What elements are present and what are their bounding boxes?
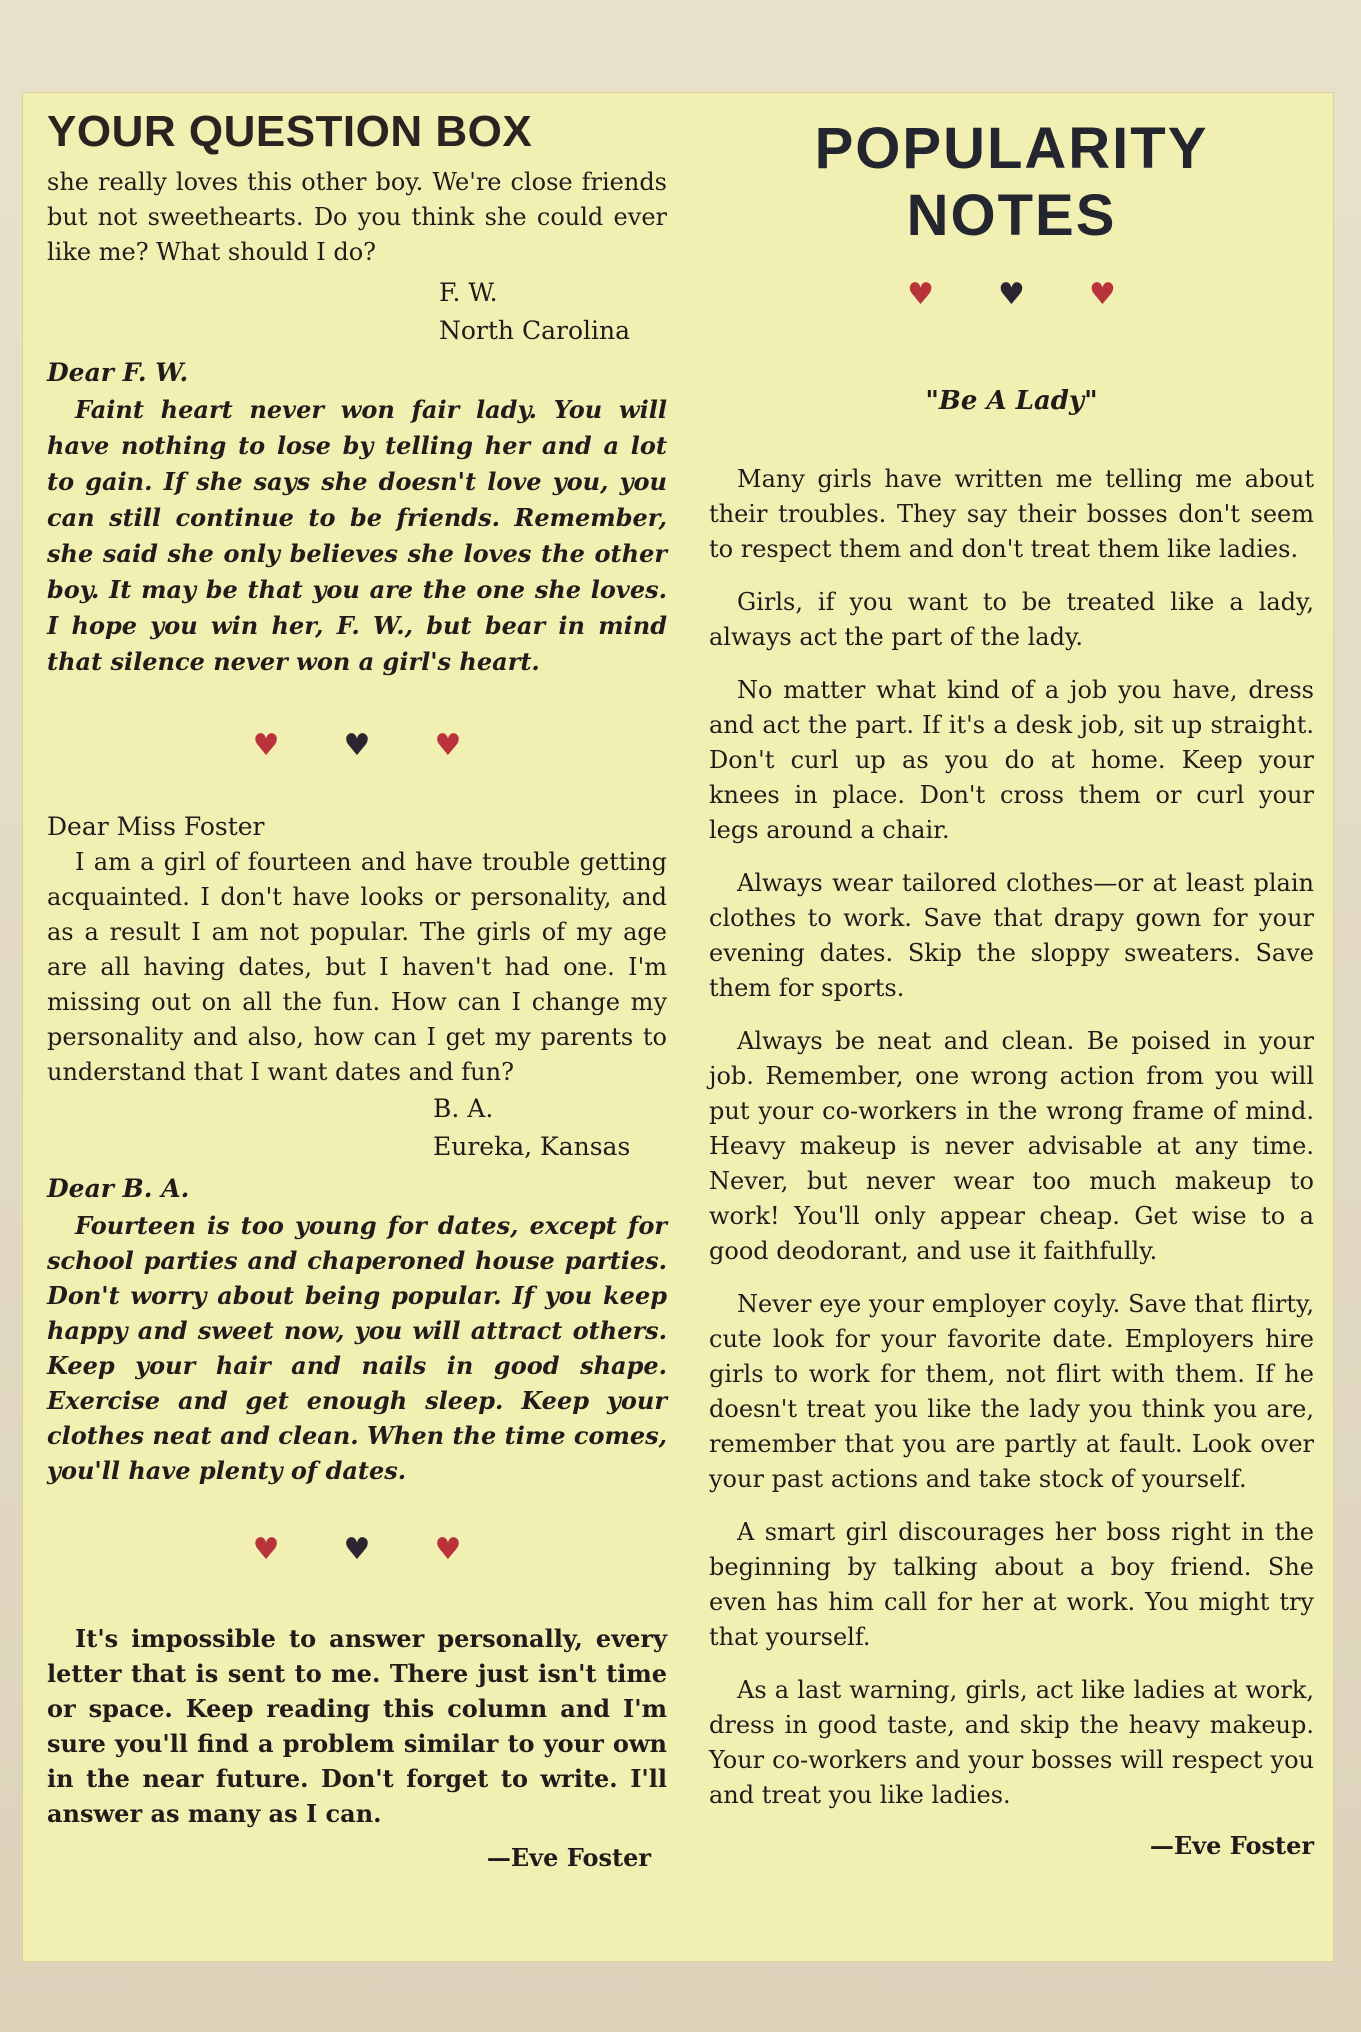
article-paragraph: No matter what kind of a job you have, dress and act the part. If it's a desk job, sit up straight. Don't curl up as you do at home. Keep your knees in place. Don't cross them or curl your legs around a chair. [709, 676, 1314, 844]
heart-icon: ♥ [434, 1532, 526, 1567]
heart-icon: ♥ [998, 277, 1089, 312]
article-paragraph: Many girls have written me telling me about their troubles. They say their bosses don't seem to respect them and don't treat them like ladies. [709, 465, 1314, 563]
popularity-notes-header: POPULARITY NOTES [814, 116, 1209, 248]
heart-icon: ♥ [434, 728, 526, 763]
letter2-body: I am a girl of fourteen and have trouble getting acquainted. I don't have looks or personality, and as a result I am not popular. The girls of my age are all having dates, but I haven't had one. I'm missing out on all the fun. How can I change my personality and also, how can I get my parents to understand that I want dates and fun? [47, 848, 667, 1086]
article-paragraph: Girls, if you want to be treated like a lady, always act the part of the lady. [709, 588, 1314, 651]
letter2-location: Eureka, Kansas [433, 1132, 631, 1161]
left-signature: —Eve Foster [486, 1843, 651, 1872]
question-box-header: YOUR QUESTION BOX [47, 107, 533, 156]
reply1-salutation: Dear F. W. [47, 358, 189, 387]
article-paragraph: A smart girl discourages her boss right in the beginning by talking about a boy friend. She even has him call for her at work. You might try that yourself. [709, 1518, 1314, 1651]
article-paragraph: Never eye your employer coyly. Save that flirty, cute look for your favorite date. Employers hire girls to work for them, not flirt with them. If he doesn't treat you like the lady you think you are, remember that you are partly at fault. Look over your past actions and take stock of yourself. [709, 1290, 1314, 1493]
hearts-divider-1 [47, 728, 667, 763]
article-paragraph: Always wear tailored clothes—or at least plain clothes to work. Save that drapy gown for your evening dates. Skip the sloppy sweaters. Save them for sports. [709, 869, 1314, 1002]
letter1-continuation: she really loves this other boy. We're close friends but not sweethearts. Do you think she could ever like me? What should I do? [47, 168, 667, 266]
question-box-column [47, 93, 667, 1961]
heart-icon: ♥ [1088, 277, 1180, 312]
letter2-salutation: Dear Miss Foster [47, 812, 265, 841]
content-panel [22, 92, 1334, 1962]
reply2-body: Fourteen is too young for dates, except for school parties and chaperoned house parties. Don't worry about being popular. If you keep happy and sweet now, you will attract others. Keep your hair and nails in good shape. Exercise and get enough sleep. Keep your clothes neat and clean. When the time comes, you'll have plenty of dates. [47, 1211, 667, 1485]
letter1-initials: F. W. [439, 278, 498, 307]
heart-icon: ♥ [343, 1532, 435, 1567]
popularity-notes-column [709, 93, 1314, 1961]
letter1-location: North Carolina [439, 316, 631, 345]
hearts-divider-3 [709, 277, 1314, 312]
heart-icon: ♥ [252, 1532, 344, 1567]
letter2-initials: B. A. [433, 1094, 494, 1123]
hearts-divider-2 [47, 1532, 667, 1567]
heart-icon: ♥ [252, 728, 344, 763]
closing-note: It's impossible to answer personally, every letter that is sent to me. There just isn't time or space. Keep reading this column and I'm sure you'll find a problem similar to your own in the near future. Don't forget to write. I'll answer as many as I can. [47, 1624, 667, 1828]
article-paragraph: As a last warning, girls, act like ladies at work, dress in good taste, and skip the heavy makeup. Your co-workers and your bosses will respect you and treat you like ladies. [709, 1676, 1314, 1809]
reply1-body: Faint heart never won fair lady. You will have nothing to lose by telling her and a lot to gain. If she says she doesn't love you, you can still continue to be friends. Remember, she said she only believes she loves the other boy. It may be that you are the one she loves. I hope you win her, F. W., but bear in mind that silence never won a girl's heart. [47, 395, 667, 676]
article-paragraph: Always be neat and clean. Be poised in your job. Remember, one wrong action from you will put your co-workers in the wrong frame of mind. Heavy makeup is never advisable at any time. Never, but never wear too much makeup to work! You'll only appear cheap. Get wise to a good deodorant, and use it faithfully. [709, 1027, 1314, 1265]
reply2-salutation: Dear B. A. [47, 1174, 190, 1203]
heart-icon: ♥ [343, 728, 435, 763]
heart-icon: ♥ [907, 277, 999, 312]
article-subtitle: "Be A Lady" [925, 386, 1098, 416]
right-signature: —Eve Foster [1149, 1831, 1314, 1860]
